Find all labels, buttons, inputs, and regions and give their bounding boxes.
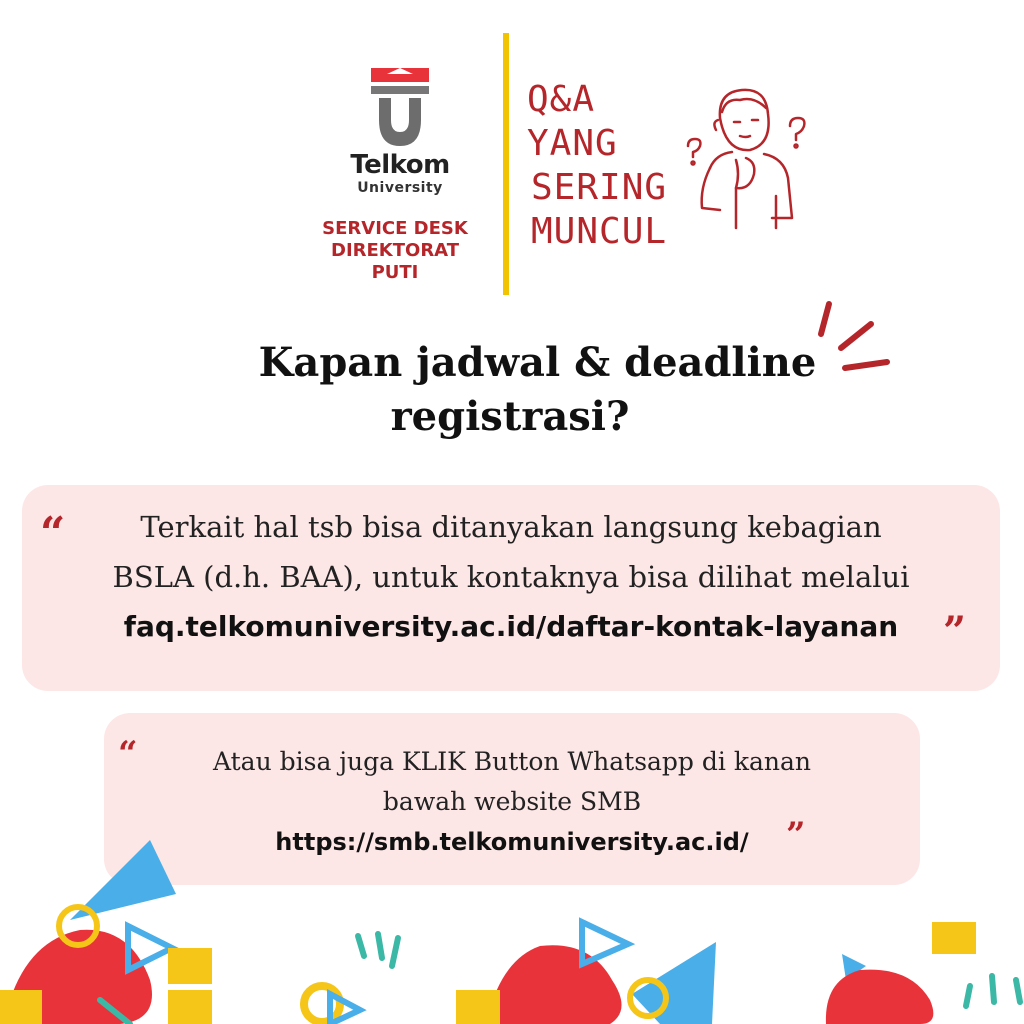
banner-line: MUNCUL xyxy=(531,211,668,252)
question-line: registrasi? xyxy=(390,393,630,440)
brand-name: Telkom xyxy=(350,150,450,180)
brand-subname: University xyxy=(357,180,443,196)
answer-line: Terkait hal tsb bisa ditanyakan langsung kebagian xyxy=(140,510,882,544)
yellow-ring-icon xyxy=(304,986,340,1022)
department-label xyxy=(300,218,490,284)
telkom-logo-icon xyxy=(369,68,431,148)
banner-line: YANG xyxy=(527,123,618,164)
banner-line: SERING xyxy=(531,167,668,208)
decorative-shapes xyxy=(0,830,1024,1024)
open-quote-icon: “ xyxy=(40,508,66,559)
yellow-square-icon xyxy=(0,990,42,1024)
blue-play-icon xyxy=(330,994,360,1024)
question-heading xyxy=(150,336,870,444)
yellow-square-icon xyxy=(932,922,976,954)
yellow-square-icon xyxy=(168,948,212,984)
question-line: Kapan jadwal & deadline xyxy=(258,339,817,386)
department-line: DIREKTORAT xyxy=(331,240,459,261)
faq-link[interactable]: faq.telkomuniversity.ac.id/daftar-kontak-layanan xyxy=(123,610,899,643)
banner-title xyxy=(527,78,667,254)
answer-line: BSLA (d.h. BAA), untuk kontaknya bisa dilihat melalui xyxy=(112,560,910,594)
accent-marks-icon xyxy=(815,298,895,378)
banner-line: Q&A xyxy=(527,79,596,120)
yellow-square-icon xyxy=(168,990,212,1024)
red-blob-icon xyxy=(826,970,933,1024)
department-line: PUTI xyxy=(371,262,419,283)
thinking-person-icon xyxy=(680,78,810,248)
open-quote-icon: “ xyxy=(118,734,138,774)
answer-line: bawah website SMB xyxy=(382,787,642,816)
answer-1-text xyxy=(22,502,1000,655)
close-quote-icon: ” xyxy=(786,815,806,855)
close-quote-icon: ” xyxy=(943,608,967,655)
blue-play-icon xyxy=(128,926,172,970)
smb-link[interactable]: https://smb.telkomuniversity.ac.id/ xyxy=(275,828,749,856)
yellow-square-icon xyxy=(456,990,500,1024)
divider xyxy=(503,33,509,295)
department-line: SERVICE DESK xyxy=(322,218,468,239)
answer-line: Atau bisa juga KLIK Button Whatsapp di kanan xyxy=(213,747,811,776)
